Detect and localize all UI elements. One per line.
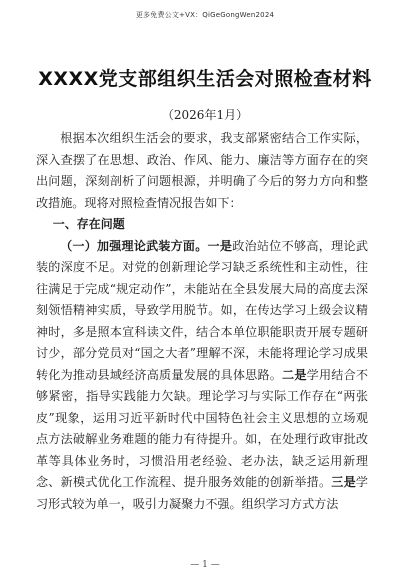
point-label-2: 二是 (282, 367, 307, 382)
document-title: XXXX党支部组织生活会对照检查材料 (38, 68, 372, 90)
section-heading-problems: 一、存在问题 (52, 217, 125, 231)
subsection-heading: （一）加强理论武装方面。 (60, 238, 208, 253)
point-text-1: 政治站位不够高，理论武装的深度不足。对党的创新理论学习缺乏系统性和主动性，往往满足于完成“规定动作”，未能站在全县发展大局的高度去深刻领悟精神实质，导致学用脱节。如，在传达学习上级会议精神时，多是照本宣科读文件，结合本单位职能职责开展专题研讨少，部分党员对“国之大者”理解不深，未能将理论学习成果转化为推动县域经济高质量发展的具体思路。 (36, 238, 368, 382)
document-body (36, 128, 368, 515)
point-label-3: 三是 (331, 475, 356, 489)
point-text-3: 学习形式较为单一，吸引力凝聚力不强。组织学习方式方法 (36, 475, 368, 511)
subsection-paragraph (36, 236, 368, 516)
point-label-1: 一是 (207, 238, 233, 253)
document-date: （2026年1月） (161, 108, 249, 122)
page-number: — 1 — (190, 560, 220, 570)
point-text-2: 学用结合不够紧密，指导实践能力欠缺。理论学习与实际工作存在“两张皮”现象，运用习近平新时代中国特色社会主义思想的立场观点方法破解业务难题的能力有待提升。如，在处理行政审批改革等具体业务时，习惯沿用老经验、老办法，缺乏运用新理念、新模式优化工作流程、提升服务效能的创新举措。 (36, 367, 368, 489)
intro-paragraph: 根据本次组织生活会的要求，我支部紧密结合工作实际，深入查摆了在思想、政治、作风、能力、廉洁等方面存在的突出问题，深刻剖析了问题根源，并明确了今后的努力方向和整改措施。现将对照检查情况报告如下： (36, 131, 368, 210)
header-note: 更多免费公文+VX：QiGeGongWen2024 (135, 11, 275, 19)
